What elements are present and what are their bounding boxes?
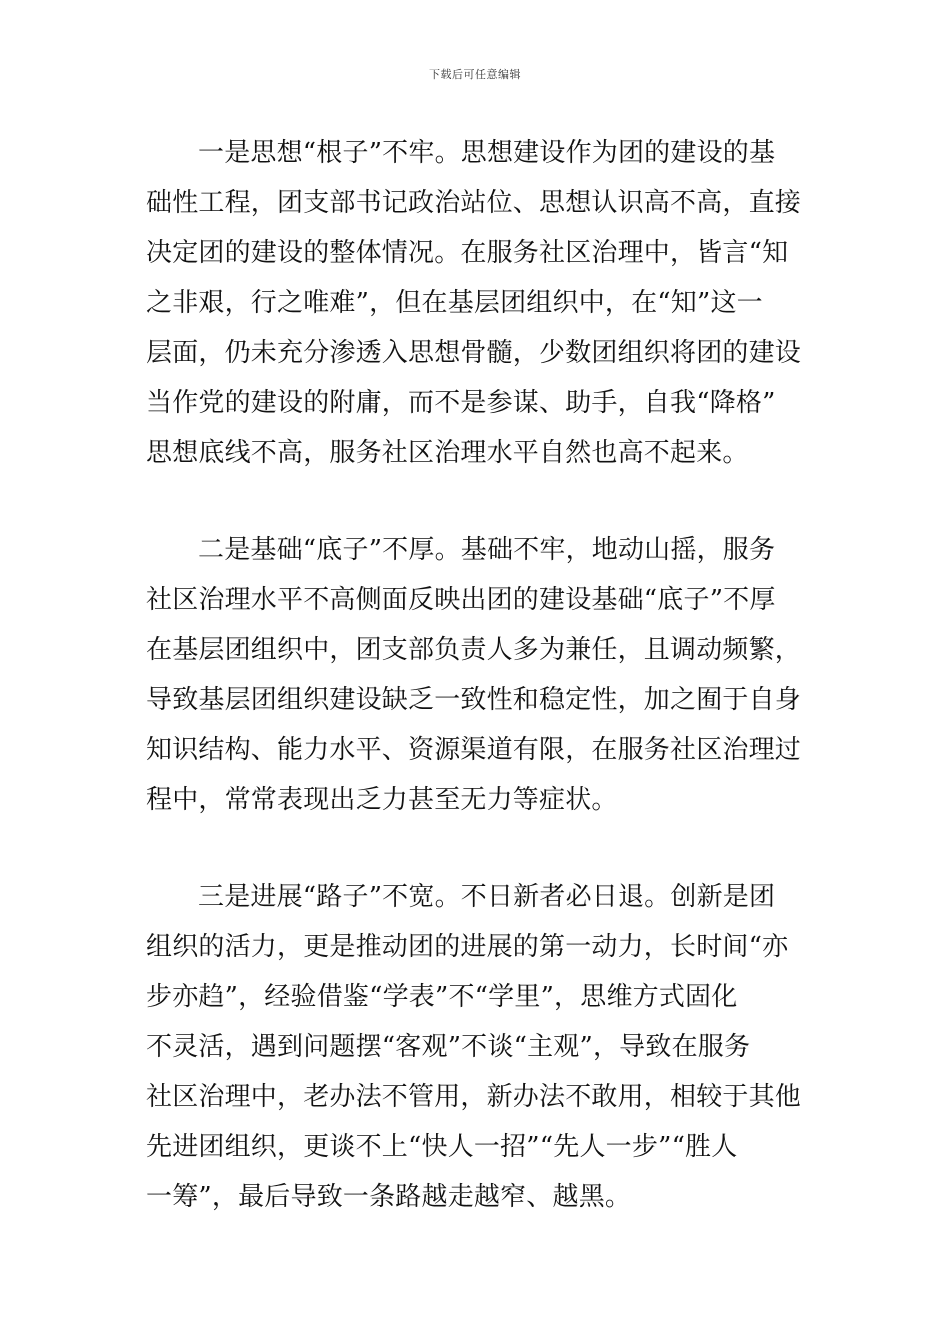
paragraph-line: 知识结构、能力水平、资源渠道有限，在服务社区治理过 xyxy=(146,735,802,765)
paragraph-line: 三是进展“路子”不宽。不日新者必日退。创新是团 xyxy=(198,882,776,912)
paragraph-line: 程中，常常表现出乏力甚至无力等症状。 xyxy=(146,785,618,815)
paragraph-line: 不灵活，遇到问题摆“客观”不谈“主观”，导致在服务 xyxy=(146,1032,751,1062)
paragraph-line: 导致基层团组织建设缺乏一致性和稳定性，加之囿于自身 xyxy=(146,685,802,715)
paragraph-line: 决定团的建设的整体情况。在服务社区治理中，皆言“知 xyxy=(146,238,789,268)
paragraph-line: 当作党的建设的附庸，而不是参谋、助手，自我“降格” xyxy=(146,388,776,418)
paragraph-line: 一筹”，最后导致一条路越走越窄、越黑。 xyxy=(146,1182,632,1212)
paragraph-line: 二是基础“底子”不厚。基础不牢，地动山摇，服务 xyxy=(198,535,776,565)
paragraph-line: 层面，仍未充分渗透入思想骨髓，少数团组织将团的建设 xyxy=(146,338,802,368)
paragraph-line: 步亦趋”，经验借鉴“学表”不“学里”，思维方式固化 xyxy=(146,982,738,1012)
paragraph-line: 之非艰，行之唯难”，但在基层团组织中，在“知”这一 xyxy=(146,288,763,318)
paragraph-line: 思想底线不高，服务社区治理水平自然也高不起来。 xyxy=(146,438,749,468)
paragraph-line: 组织的活力，更是推动团的进展的第一动力，长时间“亦 xyxy=(146,932,789,962)
page-header-note: 下载后可任意编辑 xyxy=(429,68,521,81)
paragraph-line: 社区治理中，老办法不管用，新办法不敢用，相较于其他 xyxy=(146,1082,802,1112)
paragraph-line: 础性工程，团支部书记政治站位、思想认识高不高，直接 xyxy=(146,188,802,218)
paragraph-line: 先进团组织，更谈不上“快人一招”“先人一步”“胜人 xyxy=(146,1132,738,1162)
paragraph-1 xyxy=(146,128,806,478)
paragraph-line: 在基层团组织中，团支部负责人多为兼任，且调动频繁， xyxy=(146,635,802,665)
paragraph-line: 一是思想“根子”不牢。思想建设作为团的建设的基 xyxy=(198,138,776,168)
paragraph-2 xyxy=(146,525,806,825)
paragraph-3 xyxy=(146,872,806,1222)
paragraph-line: 社区治理水平不高侧面反映出团的建设基础“底子”不厚 xyxy=(146,585,776,615)
